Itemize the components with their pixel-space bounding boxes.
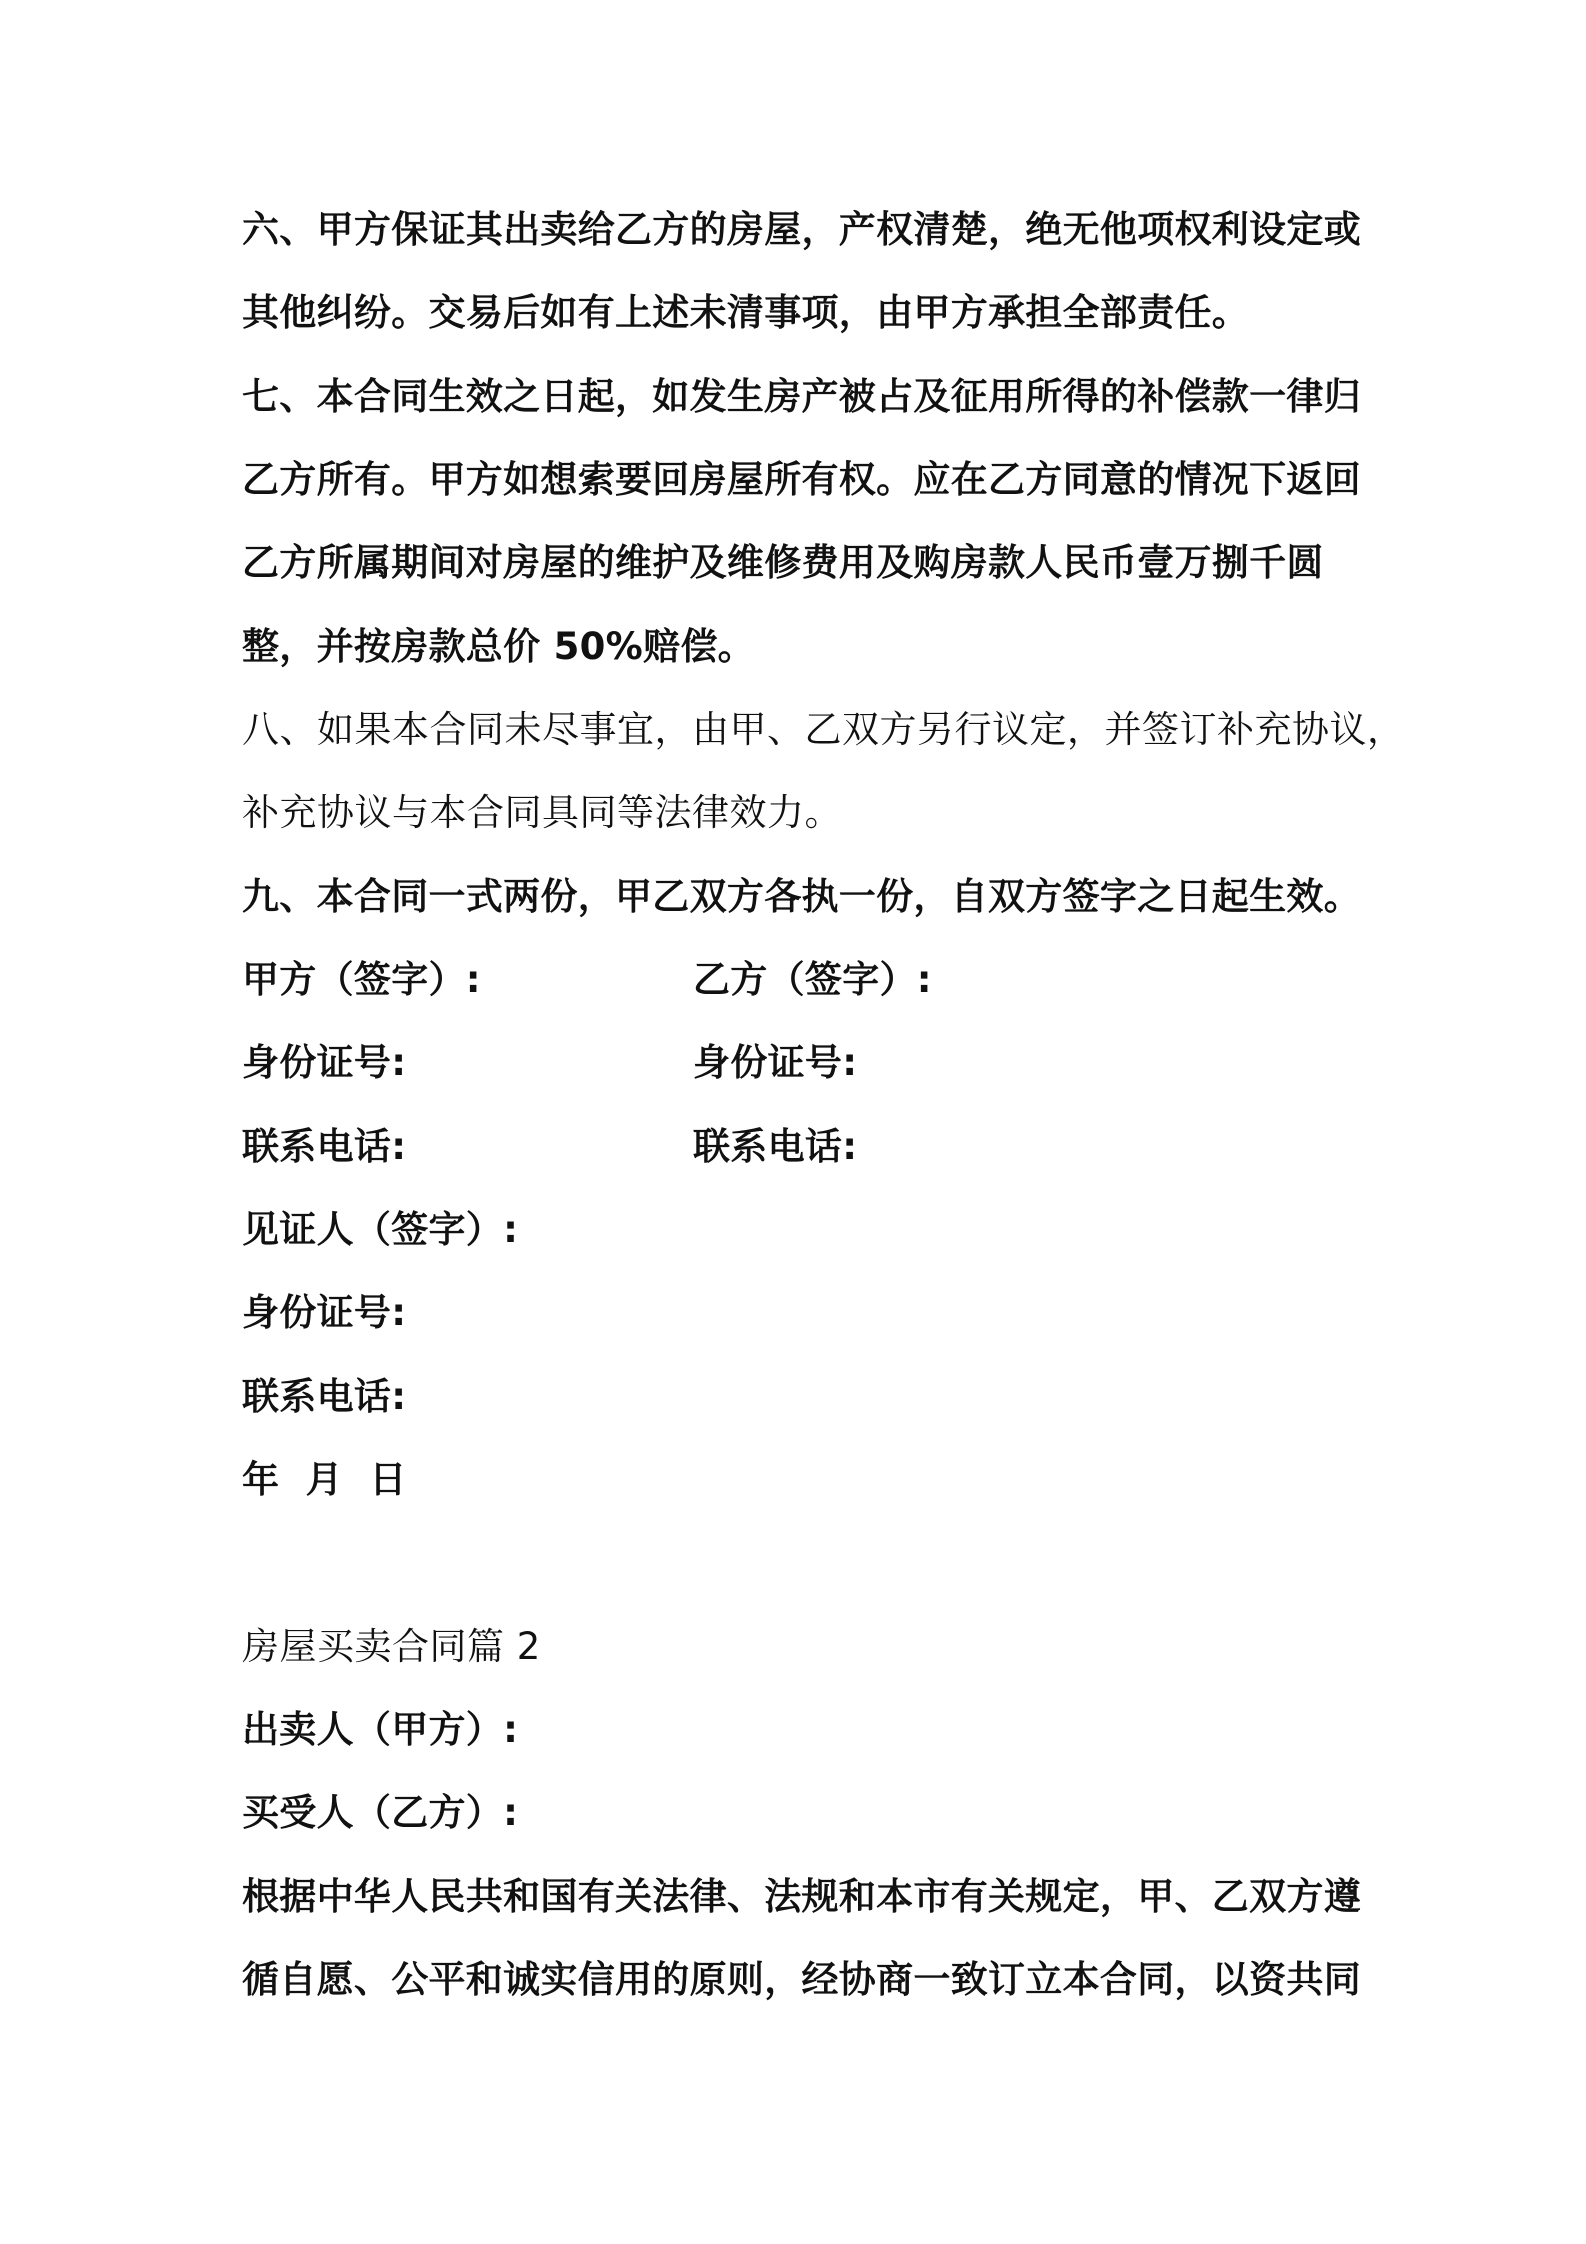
witness-phone-label: 联系电话:: [242, 1375, 407, 1418]
clause-8-line-1: 八、如果本合同未尽事宜，由甲、乙双方另行议定，并签订补充协议，: [242, 708, 1405, 751]
party-a-id-label: 身份证号:: [242, 1041, 407, 1084]
intro-line-1: 根据中华人民共和国有关法律、法规和本市有关规定，甲、乙双方遵: [242, 1875, 1361, 1918]
party-b-phone-label: 联系电话:: [693, 1125, 858, 1168]
party-a-phone-label: 联系电话:: [242, 1125, 407, 1168]
clause-7-line-2: 乙方所有。甲方如想索要回房屋所有权。应在乙方同意的情况下返回: [242, 458, 1361, 501]
witness-signature-label: 见证人（签字）:: [242, 1208, 519, 1251]
clause-9-line-1: 九、本合同一式两份，甲乙双方各执一份，自双方签字之日起生效。: [242, 875, 1361, 918]
clause-8-line-2: 补充协议与本合同具同等法律效力。: [242, 791, 842, 834]
clause-6-line-1: 六、甲方保证其出卖给乙方的房屋，产权清楚，绝无他项权利设定或: [242, 208, 1361, 251]
party-a-signature-label: 甲方（签字）:: [242, 958, 481, 1001]
seller-label: 出卖人（甲方）:: [242, 1708, 519, 1751]
clause-7-line-3: 乙方所属期间对房屋的维护及维修费用及购房款人民币壹万捌千圆: [242, 541, 1324, 584]
party-b-id-label: 身份证号:: [693, 1041, 858, 1084]
witness-id-label: 身份证号:: [242, 1291, 407, 1334]
party-b-signature-label: 乙方（签字）:: [693, 958, 932, 1001]
buyer-label: 买受人（乙方）:: [242, 1791, 519, 1834]
intro-line-2: 循自愿、公平和诚实信用的原则，经协商一致订立本合同，以资共同: [242, 1958, 1361, 2001]
section-2-title: 房屋买卖合同篇 2: [242, 1625, 541, 1668]
clause-7-line-4: 整，并按房款总价 50%赔偿。: [242, 625, 755, 668]
clause-6-line-2: 其他纠纷。交易后如有上述未清事项，由甲方承担全部责任。: [242, 291, 1250, 334]
date-line: 年 月 日: [242, 1458, 407, 1501]
clause-7-line-1: 七、本合同生效之日起，如发生房产被占及征用所得的补偿款一律归: [242, 375, 1361, 418]
